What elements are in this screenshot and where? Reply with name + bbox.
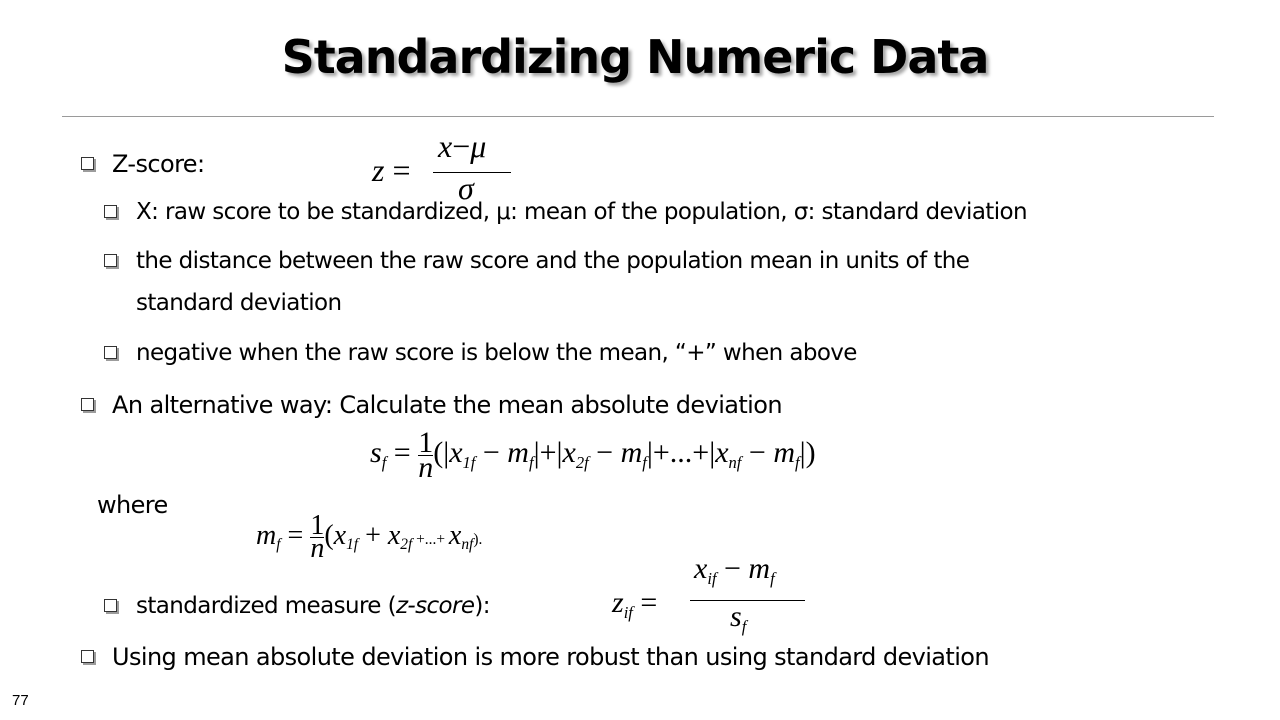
formula-mean-absolute-deviation: sf = $\frac{1}{n}$ (|x1f − mf|+|x2f − mf|+...+|xnf − mf|) (370, 425, 816, 484)
bullet-distance-line1: the distance between the raw score and the population mean in units of the (136, 248, 970, 274)
bullet-square-icon (81, 398, 94, 411)
bullet-negative-positive: negative when the raw score is below the mean, “+” when above (136, 340, 857, 366)
formula-mean: mf = $\frac{1}{n}$ (x1f + x2f +...+ xnf). (256, 510, 483, 565)
page-number: 77 (12, 692, 29, 709)
bullet-square-icon (104, 205, 117, 218)
slide-title: Standardizing Numeric Data (281, 30, 989, 84)
bullet-standardized-measure: standardized measure (z-score): (136, 593, 490, 619)
bullet-raw-score-definition: X: raw score to be standardized, μ: mean of the population, σ: standard deviation (136, 199, 1027, 225)
bullet-square-icon (81, 157, 94, 170)
bullet-square-icon (104, 346, 117, 359)
bullet-square-icon (104, 599, 117, 612)
bullet-robust: Using mean absolute deviation is more robust than using standard deviation (112, 643, 989, 671)
bullet-square-icon (104, 254, 117, 267)
title-divider (62, 116, 1214, 117)
bullet-square-icon (81, 650, 94, 663)
bullet-alternative-way: An alternative way: Calculate the mean absolute deviation (112, 391, 782, 419)
bullet-zscore-label: Z-score: (112, 150, 205, 178)
where-label: where (97, 491, 168, 519)
bullet-distance-line2: standard deviation (136, 290, 342, 316)
